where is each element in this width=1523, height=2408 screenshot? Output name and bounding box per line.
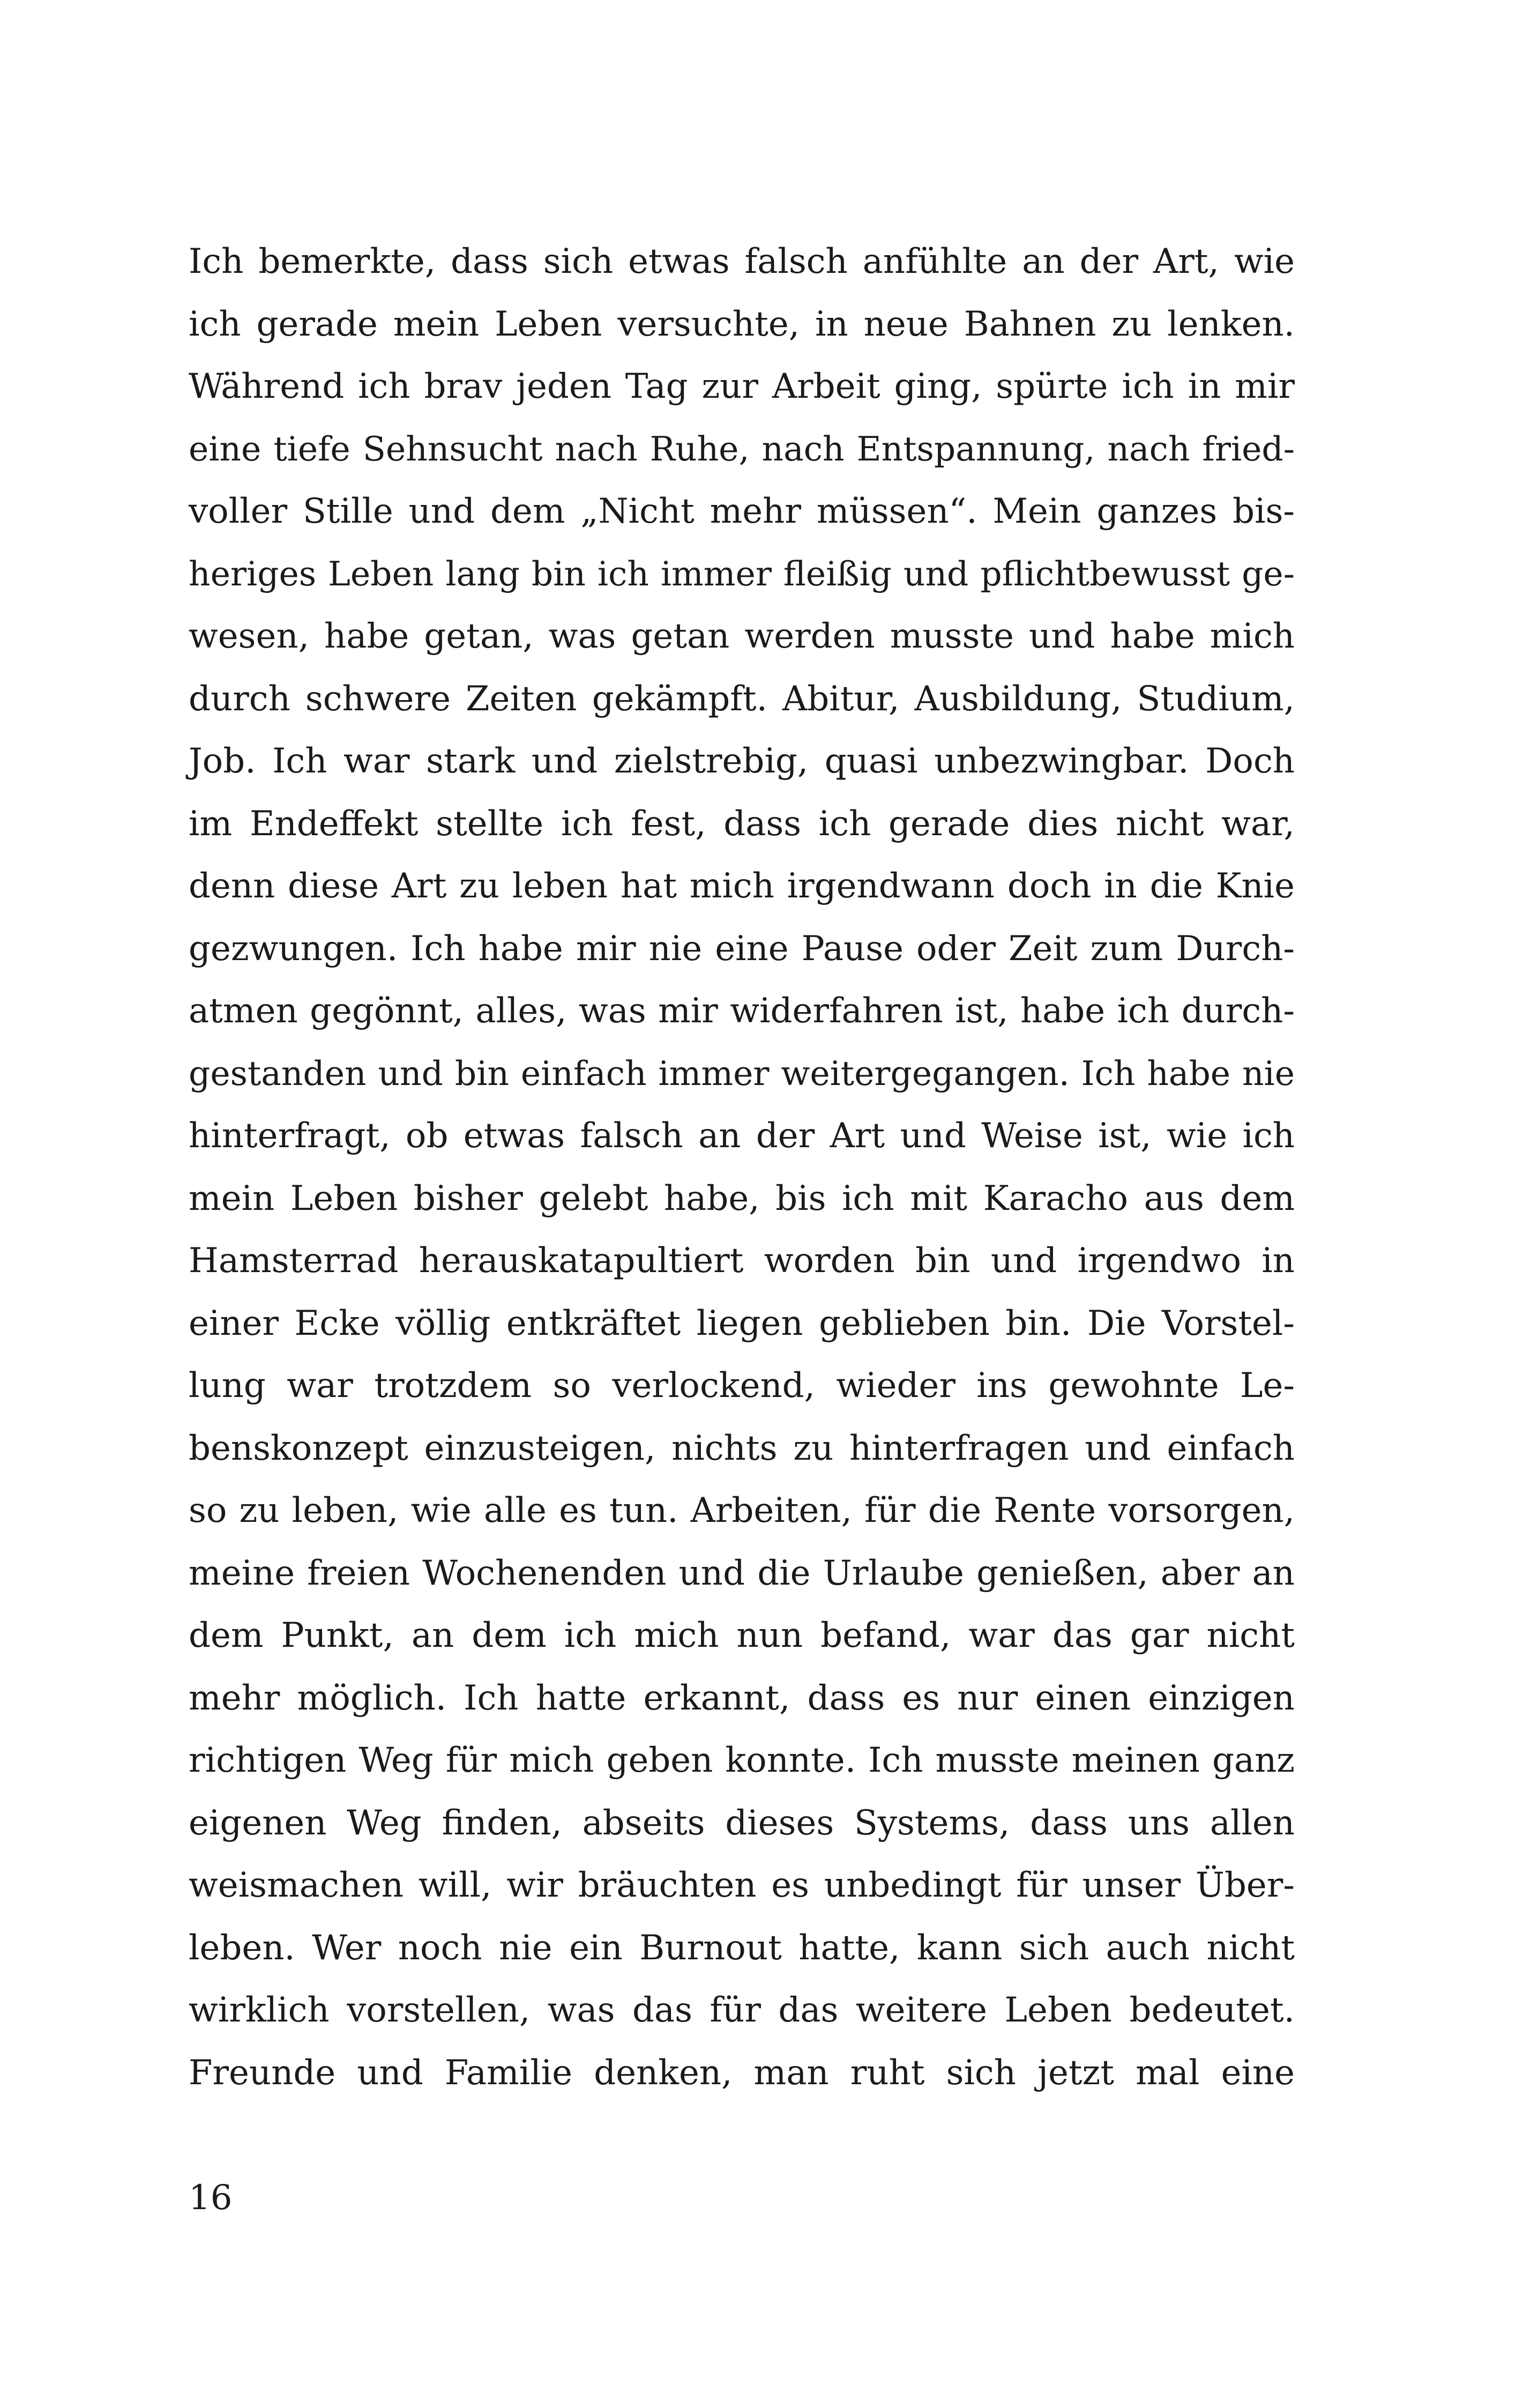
page-number: 16 bbox=[189, 2178, 233, 2218]
text-line: hinterfragt, ob etwas falsch an der Art und Weise ist, wie ich bbox=[189, 1116, 1295, 1156]
text-line: atmen gegönnt, alles, was mir widerfahren ist, habe ich durch- bbox=[189, 991, 1295, 1031]
text-line: im Endeffekt stellte ich fest, dass ich gerade dies nicht war, bbox=[189, 804, 1295, 844]
text-line: mein Leben bisher gelebt habe, bis ich mit Karacho aus dem bbox=[189, 1178, 1295, 1218]
text-line: durch schwere Zeiten gekämpft. Abitur, Ausbildung, Studium, bbox=[189, 679, 1295, 719]
text-line: so zu leben, wie alle es tun. Arbeiten, für die Rente vorsorgen, bbox=[189, 1491, 1295, 1530]
text-line: heriges Leben lang bin ich immer fleißig und pflichtbewusst ge- bbox=[189, 554, 1295, 593]
text-line: lung war trotzdem so verlockend, wieder ins gewohnte Le- bbox=[189, 1366, 1295, 1406]
text-line: eine tiefe Sehnsucht nach Ruhe, nach Entspannung, nach fried- bbox=[189, 429, 1295, 469]
text-line: Freunde und Familie denken, man ruht sich jetzt mal eine bbox=[189, 2053, 1295, 2093]
text-line: denn diese Art zu leben hat mich irgendwann doch in die Knie bbox=[189, 866, 1295, 906]
text-line: weismachen will, wir bräuchten es unbedingt für unser Über- bbox=[189, 1866, 1295, 1905]
text-line: gestanden und bin einfach immer weitergegangen. Ich habe nie bbox=[189, 1053, 1295, 1093]
text-line: leben. Wer noch nie ein Burnout hatte, kann sich auch nicht bbox=[189, 1928, 1295, 1968]
text-line: wesen, habe getan, was getan werden musste und habe mich bbox=[189, 616, 1295, 656]
text-line: richtigen Weg für mich geben konnte. Ich musste meinen ganz bbox=[189, 1741, 1295, 1780]
text-line: gezwungen. Ich habe mir nie eine Pause oder Zeit zum Durch- bbox=[189, 928, 1295, 969]
text-line: einer Ecke völlig entkräftet liegen geblieben bin. Die Vorstel- bbox=[189, 1303, 1295, 1343]
text-line: wirklich vorstellen, was das für das weitere Leben bedeutet. bbox=[189, 1990, 1295, 2030]
text-line: benskonzept einzusteigen, nichts zu hinterfragen und einfach bbox=[189, 1428, 1295, 1468]
text-line: meine freien Wochenenden und die Urlaube genießen, aber an bbox=[189, 1553, 1295, 1593]
text-line: ich gerade mein Leben versuchte, in neue Bahnen zu lenken. bbox=[189, 304, 1295, 344]
text-line: Job. Ich war stark und zielstrebig, quasi unbezwingbar. Doch bbox=[189, 741, 1295, 781]
body-text bbox=[189, 231, 1295, 2104]
text-line: Ich bemerkte, dass sich etwas falsch anfühlte an der Art, wie bbox=[189, 242, 1295, 281]
text-line: Hamsterrad herauskatapultiert worden bin und irgendwo in bbox=[189, 1241, 1295, 1281]
text-line: Während ich brav jeden Tag zur Arbeit ging, spürte ich in mir bbox=[189, 367, 1295, 406]
text-line: mehr möglich. Ich hatte erkannt, dass es nur einen einzigen bbox=[189, 1678, 1295, 1718]
text-line: eigenen Weg finden, abseits dieses Systems, dass uns allen bbox=[189, 1803, 1295, 1843]
text-line: voller Stille und dem „Nicht mehr müssen“. Mein ganzes bis- bbox=[189, 492, 1295, 531]
text-line: dem Punkt, an dem ich mich nun befand, war das gar nicht bbox=[189, 1616, 1295, 1655]
